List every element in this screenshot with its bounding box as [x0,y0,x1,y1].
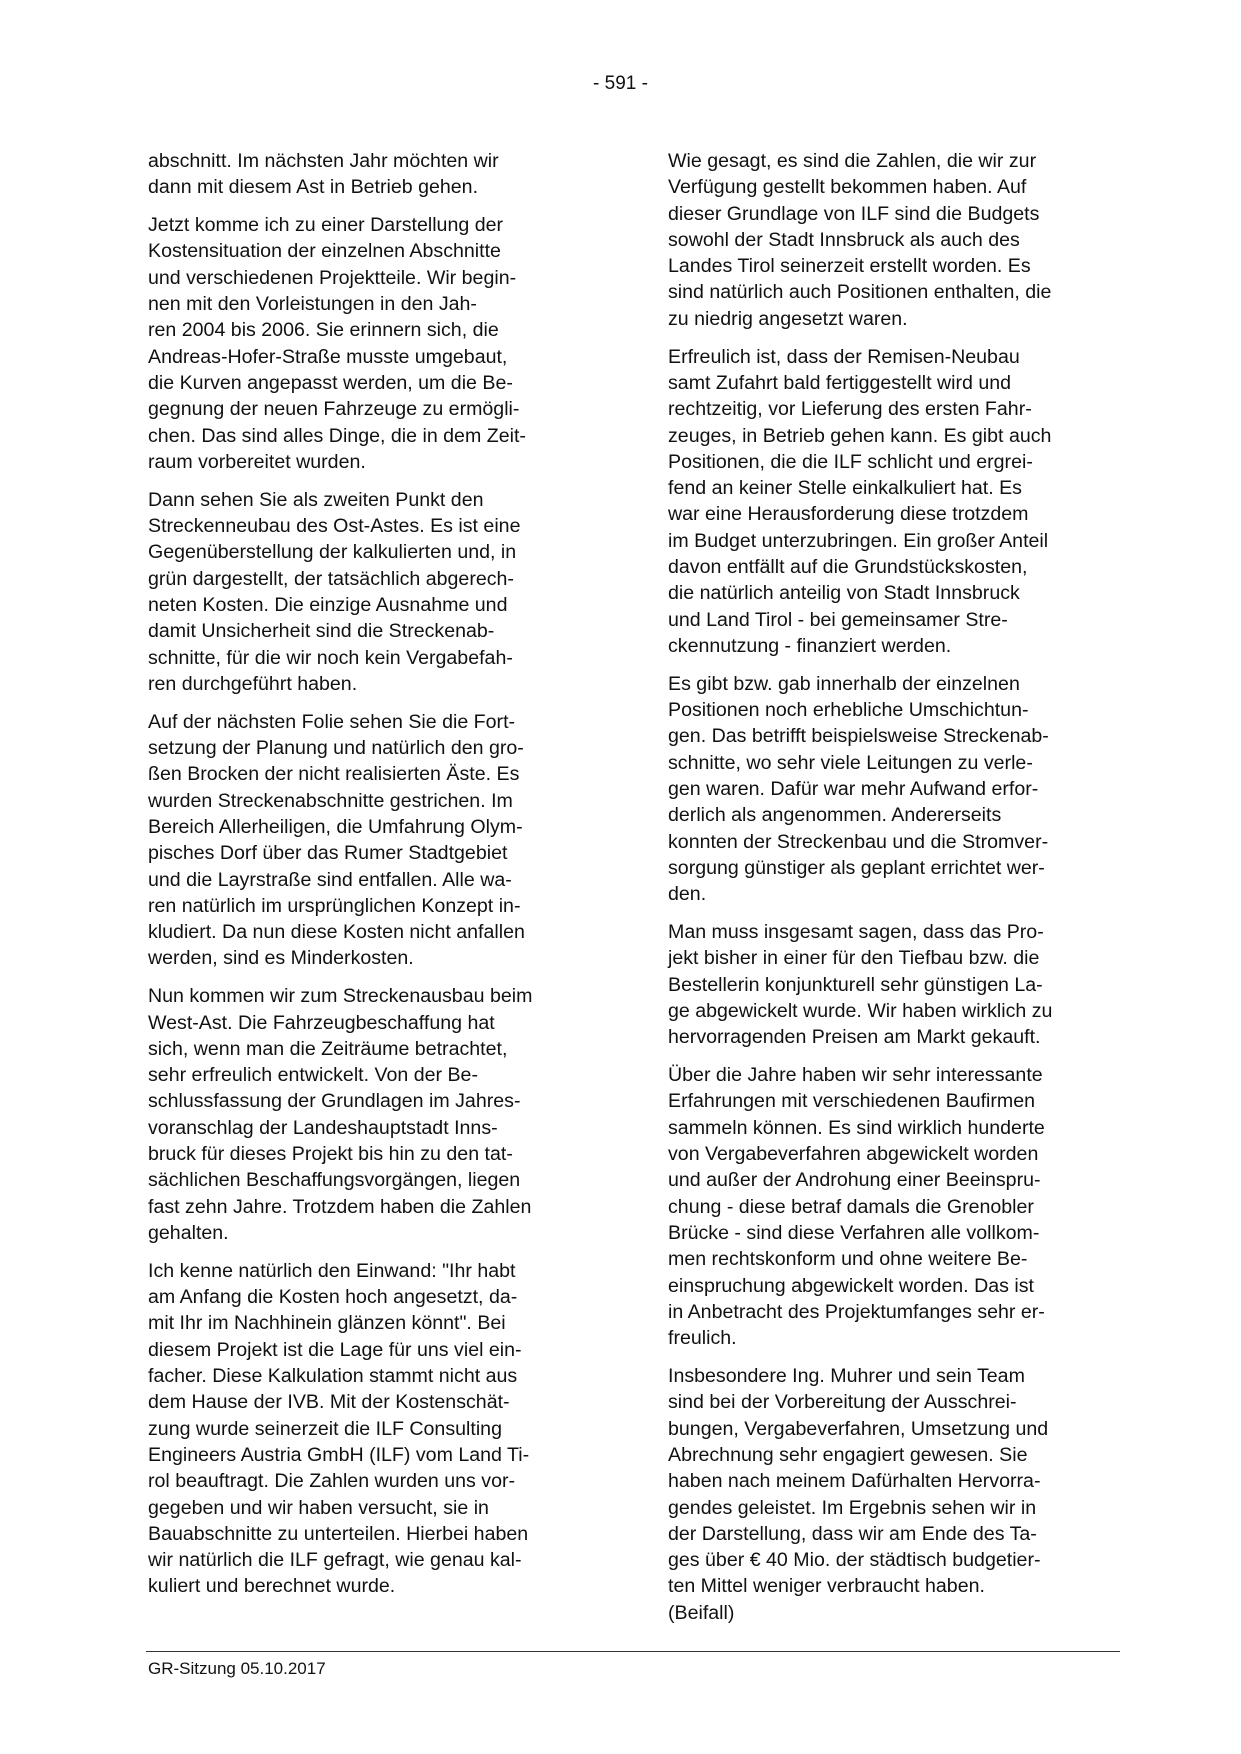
right-column [668,148,1118,1638]
text-line: rechtzeitig, vor Lieferung des ersten Fahr- [668,398,1032,421]
text-line: ren natürlich im ursprünglichen Konzept in- [148,894,521,917]
text-line: Landes Tirol seinerzeit erstellt worden. Es [668,255,1031,278]
text-line: sorgung günstiger als geplant errichtet wer- [668,856,1045,879]
paragraph [668,1062,1118,1351]
text-line: schnitte, wo sehr viele Leitungen zu verle- [668,751,1033,774]
text-line: Es gibt bzw. gab innerhalb der einzelnen [668,672,1020,695]
text-line: Dann sehen Sie als zweiten Punkt den [148,488,484,511]
text-line: bruck für dieses Projekt bis hin zu den tat- [148,1143,513,1166]
text-line: gendes geleistet. Im Ergebnis sehen wir in [668,1496,1037,1519]
text-line: wir natürlich die ILF gefragt, wie genau kal- [148,1549,522,1572]
text-line: neten Kosten. Die einzige Ausnahme und [148,593,508,616]
text-line: schnitte, für die wir noch kein Vergabefah- [148,646,513,669]
footer-divider [146,1651,1120,1652]
text-line: ren durchgeführt haben. [148,672,358,695]
text-line: Man muss insgesamt sagen, dass das Pro- [668,921,1044,944]
text-line: haben nach meinem Dafürhalten Hervorra- [668,1470,1041,1493]
text-line: Bestellerin konjunkturell sehr günstigen La- [668,973,1043,996]
text-line: gegeben und wir haben versucht, sie in [148,1496,489,1519]
text-line: zung wurde seinerzeit die ILF Consulting [148,1417,502,1440]
text-line: fend an keiner Stelle einkalkuliert hat. Es [668,477,1022,500]
text-line: ges über € 40 Mio. der städtisch budgetier- [668,1549,1041,1572]
text-line: dem Hause der IVB. Mit der Kostenschät- [148,1391,510,1414]
text-line: Brücke - sind diese Verfahren alle vollkom- [668,1221,1040,1244]
text-line: und Land Tirol - bei gemeinsamer Stre- [668,608,1008,631]
text-line: gegnung der neuen Fahrzeuge zu ermögli- [148,398,520,421]
paragraph [668,1363,1118,1626]
text-line: einspruchung abgewickelt worden. Das ist [668,1274,1034,1297]
text-line: Erfahrungen mit verschiedenen Baufirmen [668,1090,1036,1113]
text-line: und die Layrstraße sind entfallen. Alle wa- [148,868,512,891]
text-line: Engineers Austria GmbH (ILF) vom Land Ti- [148,1443,530,1466]
text-line: rol beauftragt. Die Zahlen wurden uns vor- [148,1470,516,1493]
text-line: ren 2004 bis 2006. Sie erinnern sich, die [148,319,499,342]
text-line: ge abgewickelt wurde. Wir haben wirklich zu [668,999,1053,1022]
text-line: Auf der nächsten Folie sehen Sie die Fort- [148,710,516,733]
text-line: dieser Grundlage von ILF sind die Budgets [668,202,1040,225]
text-line: dann mit diesem Ast in Betrieb gehen. [148,176,479,199]
text-line: und außer der Androhung einer Beeinspru- [668,1169,1041,1192]
text-line: men rechtskonform und ohne weitere Be- [668,1248,1028,1271]
text-line: Abrechnung sehr engagiert gewesen. Sie [668,1443,1028,1466]
text-line: Wie gesagt, es sind die Zahlen, die wir zur [668,150,1037,172]
paragraph [148,983,586,1246]
text-line: Ich kenne natürlich den Einwand: "Ihr habt [148,1259,516,1282]
text-line: Erfreulich ist, dass der Remisen-Neubau [668,345,1020,368]
text-line: raum vorbereitet wurden. [148,450,366,473]
text-line: bungen, Vergabeverfahren, Umsetzung und [668,1417,1049,1440]
text-line: den. [668,883,707,906]
text-line: Andreas-Hofer-Straße musste umgebaut, [148,345,508,368]
text-line: (Beifall) [668,1601,735,1624]
paragraph [148,709,586,972]
text-line: Insbesondere Ing. Muhrer und sein Team [668,1365,1025,1388]
text-line: sich, wenn man die Zeiträume betrachtet, [148,1037,508,1060]
text-line: kuliert und berechnet wurde. [148,1575,396,1598]
text-line: wurden Streckenabschnitte gestrichen. Im [148,789,513,812]
text-line: schlussfassung der Grundlagen im Jahres- [148,1090,521,1113]
text-line: Positionen, die die ILF schlicht und ergrei- [668,450,1033,473]
paragraph [668,344,1118,660]
text-line: hervorragenden Preisen am Markt gekauft. [668,1026,1041,1049]
text-line: werden, sind es Minderkosten. [148,947,414,970]
text-line: Kostensituation der einzelnen Abschnitte [148,240,501,263]
text-line: gen waren. Dafür war mehr Aufwand erfor- [668,778,1039,801]
text-line: Gegenüberstellung der kalkulierten und, in [148,541,517,564]
text-line: sehr erfreulich entwickelt. Von der Be- [148,1064,478,1087]
text-line: diesem Projekt ist die Lage für uns viel ein- [148,1338,522,1361]
text-line: grün dargestellt, der tatsächlich abgerech- [148,567,514,590]
paragraph [148,487,586,697]
text-line: chung - diese betraf damals die Grenobler [668,1195,1034,1218]
text-line: im Budget unterzubringen. Ein großer Anteil [668,529,1049,552]
text-line: der Darstellung, dass wir am Ende des Ta- [668,1522,1037,1545]
text-line: war eine Herausforderung diese trotzdem [668,503,1029,526]
paragraph [148,1258,586,1600]
text-line: und verschiedenen Projektteile. Wir begin- [148,266,517,289]
text-line: mit Ihr im Nachhinein glänzen könnt". Bei [148,1312,506,1335]
text-line: jekt bisher in einer für den Tiefbau bzw. die [668,947,1040,970]
paragraph [148,212,586,475]
text-line: samt Zufahrt bald fertiggestellt wird und [668,371,1012,394]
text-line: ten Mittel weniger verbraucht haben. [668,1575,985,1598]
left-column [148,148,586,1611]
text-line: chen. Das sind alles Dinge, die in dem Zeit- [148,424,526,447]
text-line: sind bei der Vorbereitung der Ausschrei- [668,1391,1017,1414]
paragraph [148,148,586,201]
text-line: Nun kommen wir zum Streckenausbau beim [148,985,533,1008]
text-line: Bereich Allerheiligen, die Umfahrung Olym- [148,815,523,838]
text-line: sowohl der Stadt Innsbruck als auch des [668,228,1020,251]
paragraph [668,919,1118,1050]
text-line: nen mit den Vorleistungen in den Jah- [148,293,477,316]
text-line: facher. Diese Kalkulation stammt nicht aus [148,1365,518,1388]
text-line: setzung der Planung und natürlich den gro- [148,737,524,760]
text-line: von Vergabeverfahren abgewickelt worden [668,1143,1039,1166]
text-line: die natürlich anteilig von Stadt Innsbruck [668,582,1020,605]
text-line: kludiert. Da nun diese Kosten nicht anfallen [148,921,525,944]
text-line: in Anbetracht des Projektumfanges sehr er- [668,1300,1045,1323]
text-line: Verfügung gestellt bekommen haben. Auf [668,176,1027,199]
text-line: derlich als angenommen. Andererseits [668,804,1002,827]
text-line: am Anfang die Kosten hoch angesetzt, da- [148,1286,518,1309]
text-line: ßen Brocken der nicht realisierten Äste. Es [148,763,520,786]
text-line: Jetzt komme ich zu einer Darstellung der [148,214,504,237]
text-line: gen. Das betrifft beispielsweise Streckenab- [668,725,1049,748]
text-line: konnten der Streckenbau und die Stromver- [668,830,1049,853]
text-line: sammeln können. Es sind wirklich hunderte [668,1116,1045,1139]
footer-session-date: GR-Sitzung 05.10.2017 [148,1659,326,1678]
text-line: West-Ast. Die Fahrzeugbeschaffung hat [148,1011,495,1034]
text-line: voranschlag der Landeshauptstadt Inns- [148,1116,498,1139]
text-line: ckennutzung - finanziert werden. [668,634,952,657]
text-line: zu niedrig angesetzt waren. [668,307,908,330]
text-line: damit Unsicherheit sind die Streckenab- [148,620,495,643]
text-line: sind natürlich auch Positionen enthalten, die [668,281,1052,304]
text-line: Über die Jahre haben wir sehr interessante [668,1064,1043,1087]
text-line: Bauabschnitte zu unterteilen. Hierbei haben [148,1522,529,1545]
text-line: freulich. [668,1327,737,1350]
text-line: gehalten. [148,1221,229,1244]
text-line: die Kurven angepasst werden, um die Be- [148,371,513,394]
text-line: davon entfällt auf die Grundstückskosten, [668,556,1028,579]
text-line: Streckenneubau des Ost-Astes. Es ist eine [148,515,521,538]
paragraph [668,148,1118,332]
text-line: fast zehn Jahre. Trotzdem haben die Zahlen [148,1195,532,1218]
text-line: Positionen noch erhebliche Umschichtun- [668,699,1029,722]
text-line: zeuges, in Betrieb gehen kann. Es gibt auch [668,424,1052,447]
text-line: sächlichen Beschaffungsvorgängen, liegen [148,1169,521,1192]
paragraph [668,671,1118,908]
text-line: pisches Dorf über das Rumer Stadtgebiet [148,842,508,865]
page-number: - 591 - [593,73,648,94]
text-line: abschnitt. Im nächsten Jahr möchten wir [148,150,499,172]
